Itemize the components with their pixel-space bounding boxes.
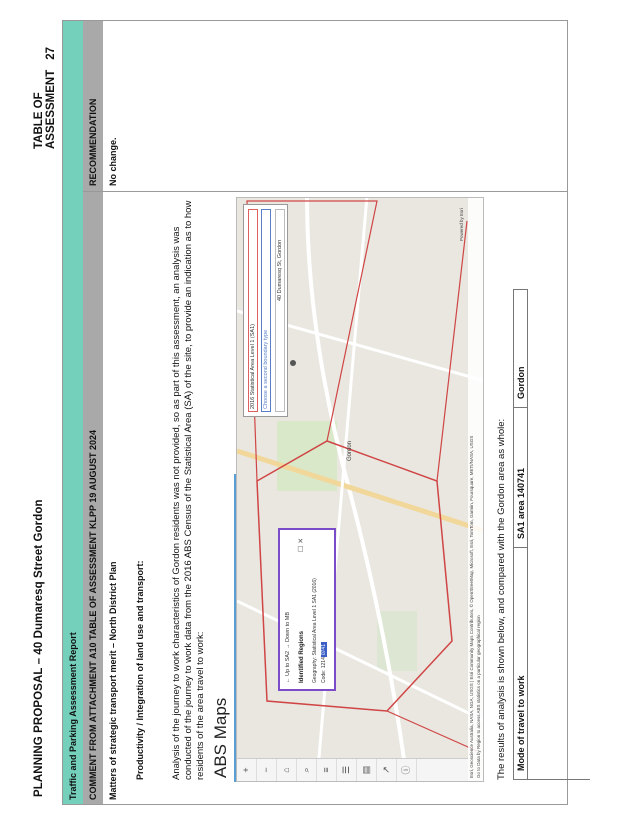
map-attribution [468, 198, 483, 781]
zoom-out-button[interactable]: − [257, 759, 277, 781]
section-title: TABLE OF ASSESSMENT [33, 69, 57, 149]
travel-mode-table [513, 289, 590, 780]
popup-geography: Geography: Statistical Area Level 1 SA1 (2016) [312, 578, 318, 683]
popup-code [321, 642, 327, 683]
boundary-select-primary[interactable]: 2016 Statistical Area Level 1 (SA1) [248, 209, 258, 412]
table-header-row [83, 21, 103, 804]
popup-controls [297, 538, 305, 552]
sa1-area-header: SA1 area 140741 [514, 407, 528, 547]
column-divider [83, 191, 568, 192]
legend-icon[interactable]: ☰ [337, 759, 357, 781]
map-toolbar [237, 758, 468, 781]
abs-maps-title: ABS Maps [211, 697, 230, 778]
zoom-in-button[interactable]: + [237, 759, 257, 781]
analysis-paragraph: Analysis of the journey to work characteristics of Gordon residents was not provided, so as part of this assessment, an analysis was conducted of the journey to work data from the 2016 ABS Census of the Statistical Area (SA) of the site, to provide an indication as to how residents of the area travel to work: [171, 200, 206, 780]
address-search-input[interactable]: 40 Dumaresq St, Gordon [275, 209, 285, 412]
maximize-icon[interactable]: ☐ [298, 545, 305, 552]
code-highlight: 0741 [321, 644, 327, 656]
report-title-bar: Traffic and Parking Assessment Report [63, 21, 83, 804]
attribution-text: Esri, Geoscience Australia, NASA, NGA, USGS | Esri Community Maps Contributors, © OpenStreetMap, Microsoft, Esri, TomTom, Garmin, Foursquare, METI/NASA, USGS [469, 435, 474, 778]
mode-of-travel-header: Mode of travel to work [514, 547, 528, 779]
location-marker [290, 360, 296, 366]
layers-icon[interactable]: ≡ [317, 759, 337, 781]
map-label-gordon: Gordon [347, 440, 353, 461]
code-label: Code: 1214 [321, 657, 327, 683]
document-header-title: PLANNING PROPOSAL – 40 Dumaresq Street Gordon [33, 499, 45, 797]
powered-by-label: Powered by Esri [459, 208, 464, 241]
close-icon[interactable]: ✕ [298, 537, 305, 544]
recommendation-text: No change. [108, 137, 118, 186]
info-icon[interactable]: ⓘ [397, 759, 417, 781]
strategic-heading: Matters of strategic transport merit – North District Plan [108, 561, 118, 800]
popup-title: Identified Regions [299, 630, 305, 683]
document-header-section [33, 0, 57, 149]
gordon-header: Gordon [514, 289, 528, 407]
abs-map-screenshot [236, 197, 484, 782]
comment-column-header: COMMENT FROM ATTACHMENT A10 TABLE OF ASSESSMENT KLPP 19 AUGUST 2024 [88, 429, 98, 800]
page-number: 27 [45, 46, 57, 60]
down-to-mb-link[interactable]: → Down to MB [285, 612, 291, 649]
boundary-panel [243, 204, 288, 417]
print-icon[interactable]: ▤ [357, 759, 377, 781]
assessment-table [62, 20, 568, 805]
boundary-select-secondary[interactable]: Choose a second boundary type [261, 209, 271, 412]
data-by-region-link[interactable]: Go to Data by Region to access ABS statistics on a particular geographical region [476, 615, 481, 778]
identified-regions-popup [278, 528, 336, 691]
home-icon[interactable]: ⌂ [277, 759, 297, 781]
results-intro: The results of analysis is shown below, and compared with the Gordon area as whole: [496, 418, 507, 780]
productivity-heading: Productivity / Integration of land use and transport: [135, 560, 145, 780]
up-to-sa2-link[interactable]: ← Up to SA2 [285, 650, 291, 683]
recommendation-column-header: RECOMMENDATION [88, 98, 98, 186]
share-icon[interactable]: ↗ [377, 759, 397, 781]
search-icon[interactable]: ⌕ [297, 759, 317, 781]
